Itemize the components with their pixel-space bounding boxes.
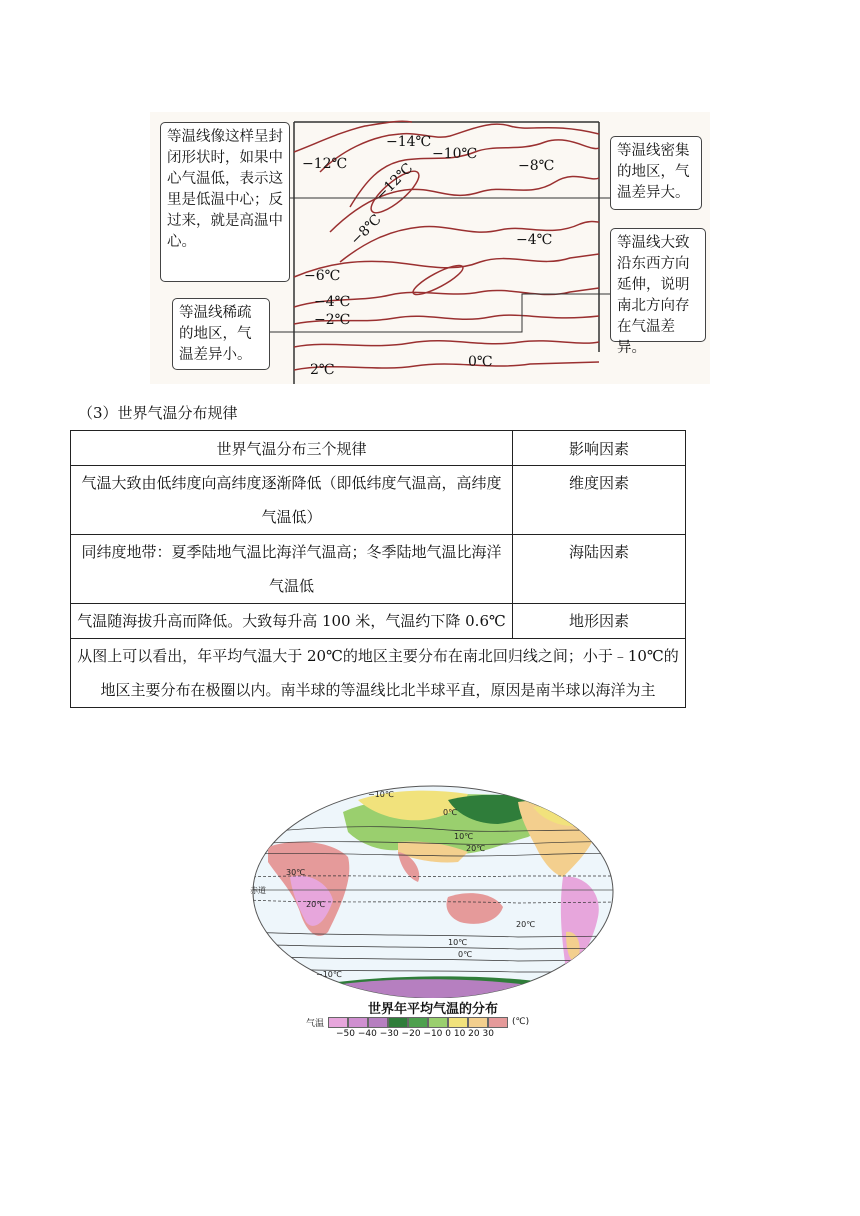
map-isotherm-label: −10℃ [316, 970, 342, 979]
world-map-drawing [248, 782, 618, 998]
legend-swatch [448, 1017, 468, 1028]
isotherm-figure [150, 112, 710, 384]
map-isotherm-label: 0℃ [458, 950, 473, 959]
isotherm-label: −2℃ [314, 312, 351, 328]
summary-cell: 从图上可以看出，年平均气温大于 20℃的地区主要分布在南北回归线之间；小于﹣10℃的地区主要分布在极圈以内。南半球的等温线比北半球平直，原因是南半球以海洋为主 [71, 639, 686, 708]
isotherm-label: −4℃ [314, 294, 351, 310]
factor-cell: 海陆因素 [513, 535, 686, 604]
isotherm-label: −4℃ [516, 232, 553, 248]
factor-cell: 地形因素 [513, 604, 686, 639]
map-isotherm-label: 20℃ [306, 900, 326, 909]
table-header-rules: 世界气温分布三个规律 [71, 431, 513, 466]
temperature-legend [306, 1016, 529, 1028]
equator-label: 赤道 [250, 886, 266, 895]
legend-ticks: −50 −40 −30 −20 −10 0 10 20 30 [336, 1029, 494, 1039]
rule-cell: 气温大致由低纬度向高纬度逐渐降低（即低纬度气温高，高纬度气温低） [71, 466, 513, 535]
isotherm-label: −12℃ [302, 156, 348, 172]
isotherm-label: −6℃ [304, 268, 341, 284]
table-header-row [71, 431, 686, 466]
table-summary-row [71, 639, 686, 708]
legend-unit: (℃) [512, 1017, 530, 1027]
world-temperature-map [248, 782, 618, 1040]
rule-cell: 同纬度地带：夏季陆地气温比海洋气温高；冬季陆地气温比海洋气温低 [71, 535, 513, 604]
isotherm-label: 0℃ [468, 354, 493, 370]
legend-swatch [468, 1017, 488, 1028]
isotherm-label: −8℃ [347, 211, 385, 249]
map-isotherm-label: −10℃ [368, 790, 394, 799]
table-row [71, 604, 686, 639]
isotherm-label: −8℃ [518, 158, 555, 174]
table-row [71, 535, 686, 604]
callout-east-west-isotherm: 等温线大致沿东西方向延伸，说明南北方向存在气温差异。 [610, 228, 706, 342]
rule-cell: 气温随海拔升高而降低。大致每升高 100 米，气温约下降 0.6℃ [71, 604, 513, 639]
map-isotherm-label: 10℃ [448, 938, 468, 947]
temperature-rules-table [70, 430, 686, 708]
legend-swatch [408, 1017, 428, 1028]
table-header-factor: 影响因素 [513, 431, 686, 466]
legend-swatch [368, 1017, 388, 1028]
isotherm-label: −14℃ [386, 134, 432, 150]
map-isotherm-label: 10℃ [454, 832, 474, 841]
map-title: 世界年平均气温的分布 [367, 1002, 498, 1017]
factor-cell: 维度因素 [513, 466, 686, 535]
table-row [71, 466, 686, 535]
callout-sparse-isotherm: 等温线稀疏的地区，气温差异小。 [172, 298, 270, 370]
legend-label: 气温 [306, 1018, 325, 1029]
isotherm-label: 2℃ [310, 362, 335, 378]
isotherm-label: −12℃ [372, 160, 417, 204]
legend-swatch [348, 1017, 368, 1028]
callout-closed-isotherm: 等温线像这样呈封闭形状时，如果中心气温低，表示这里是低温中心；反过来，就是高温中心。 [160, 122, 290, 282]
legend-swatch [388, 1017, 408, 1028]
map-isotherm-label: 20℃ [516, 920, 536, 929]
callout-dense-isotherm: 等温线密集的地区，气温差异大。 [610, 136, 702, 210]
section-heading: （3）世界气温分布规律 [78, 404, 238, 422]
map-isotherm-label: 0℃ [443, 808, 458, 817]
legend-swatch [328, 1017, 348, 1028]
legend-swatch [428, 1017, 448, 1028]
map-isotherm-label: 30℃ [286, 868, 306, 877]
legend-swatch [488, 1017, 508, 1028]
isotherm-label: −10℃ [432, 146, 478, 162]
map-isotherm-label: 20℃ [466, 844, 486, 853]
